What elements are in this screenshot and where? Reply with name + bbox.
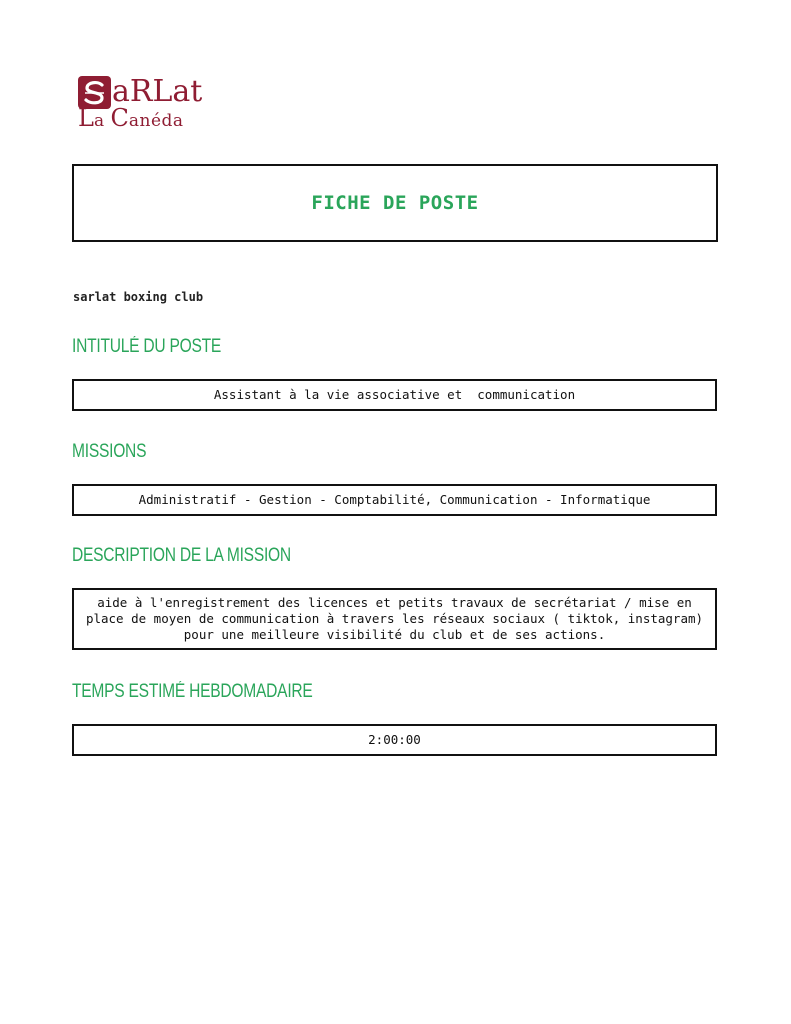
heading-intitule: INTITULÉ DU POSTE — [72, 336, 222, 357]
title-box — [72, 164, 718, 242]
value-missions: Administratif - Gestion - Comptabilité, Communication - Informatique — [72, 484, 717, 516]
heading-missions: MISSIONS — [72, 441, 147, 462]
page-title: FICHE DE POSTE — [311, 192, 479, 214]
value-description: aide à l'enregistrement des licences et petits travaux de secrétariat / mise en place de moyen de communication à travers les réseaux sociaux ( tiktok, instagram) pour une meilleure visibilité du club et de ses actions. — [72, 588, 717, 650]
logo-word: aRLat — [112, 74, 203, 109]
value-temps: 2:00:00 — [72, 724, 717, 756]
value-intitule: Assistant à la vie associative et communication — [72, 379, 717, 411]
sarlat-logo — [78, 76, 218, 130]
organisation-name: sarlat boxing club — [73, 290, 204, 304]
logo-subtitle: La Canéda — [78, 104, 184, 132]
heading-description: DESCRIPTION DE LA MISSION — [72, 545, 291, 566]
heading-temps: TEMPS ESTIMÉ HEBDOMADAIRE — [72, 681, 313, 702]
